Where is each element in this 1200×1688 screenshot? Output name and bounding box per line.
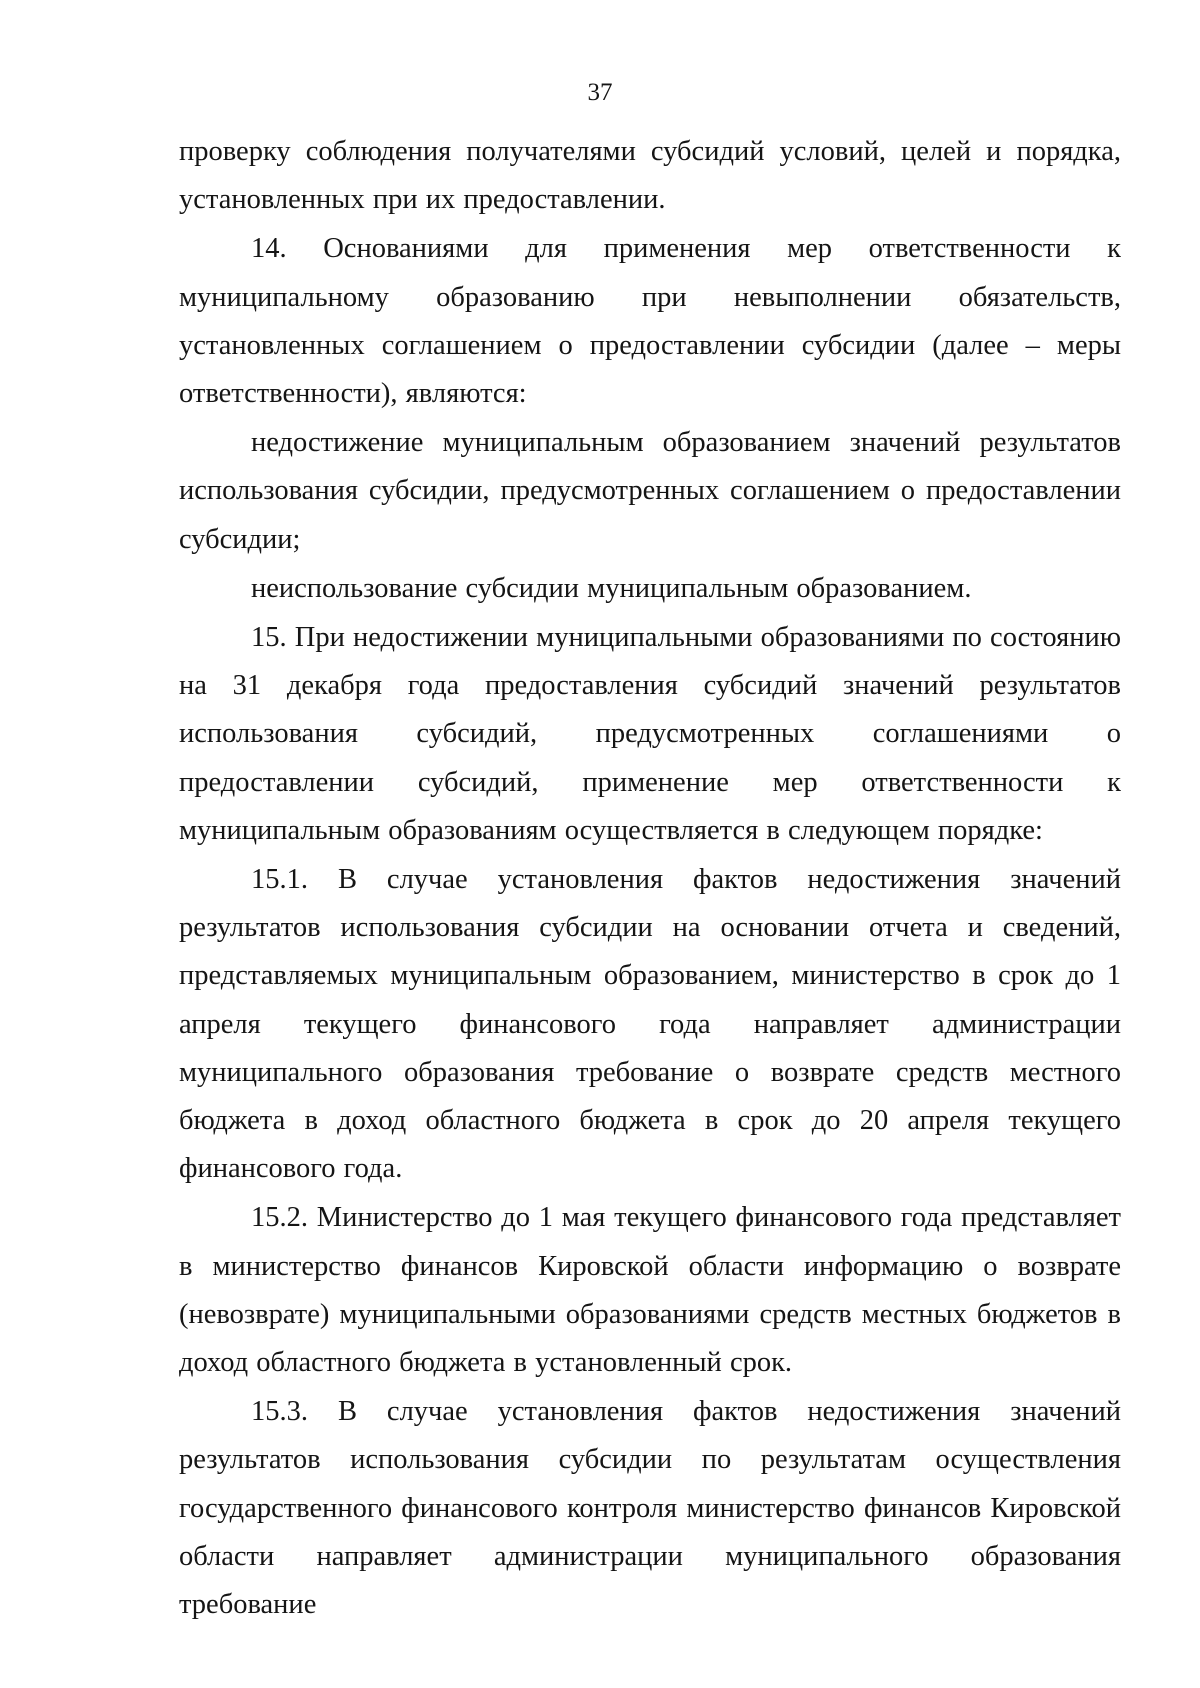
document-body — [179, 128, 1121, 1629]
paragraph-15-3: 15.3. В случае установления фактов недостижения значений результатов использования субсидии по результатам осуществления государственного финансового контроля министерство финансов Кировской области направляет администрации муниципального образования требование — [179, 1396, 1121, 1621]
paragraph-14-item-2: неиспользование субсидии муниципальным образованием. — [251, 572, 972, 604]
paragraph-14-item-1: недостижение муниципальным образованием значений результатов использования субсидии, предусмотренных соглашением о предоставлении субсидии; — [179, 427, 1121, 555]
paragraph-15-1: 15.1. В случае установления фактов недостижения значений результатов использования субсидии на основании отчета и сведений, представляемых муниципальным образованием, министерство в срок до 1 апреля текущего финансового года направляет администрации муниципального образования требование о возврате средств местного бюджета в доход областного бюджета в срок до 20 апреля текущего финансового года. — [179, 864, 1121, 1185]
paragraph-15-2: 15.2. Министерство до 1 мая текущего финансового года представляет в министерство финансов Кировской области информацию о возврате (невозврате) муниципальными образованиями средств местных бюджетов в доход областного бюджета в установленный срок. — [179, 1202, 1121, 1379]
paragraph-15: 15. При недостижении муниципальными образованиями по состоянию на 31 декабря года предоставления субсидий значений результатов использования субсидий, предусмотренных соглашениями о предоставлении субсидий, применение мер ответственности к муниципальным образованиям осуществляется в следующем порядке: — [179, 622, 1121, 846]
paragraph-continuation: проверку соблюдения получателями субсидий условий, целей и порядка, установленных при их предоставлении. — [179, 136, 1121, 216]
paragraph-14: 14. Основаниями для применения мер ответственности к муниципальному образованию при невыполнении обязательств, установленных соглашением о предоставлении субсидии (далее – меры ответственности), являются: — [179, 233, 1121, 410]
page-number: 37 — [587, 79, 613, 106]
